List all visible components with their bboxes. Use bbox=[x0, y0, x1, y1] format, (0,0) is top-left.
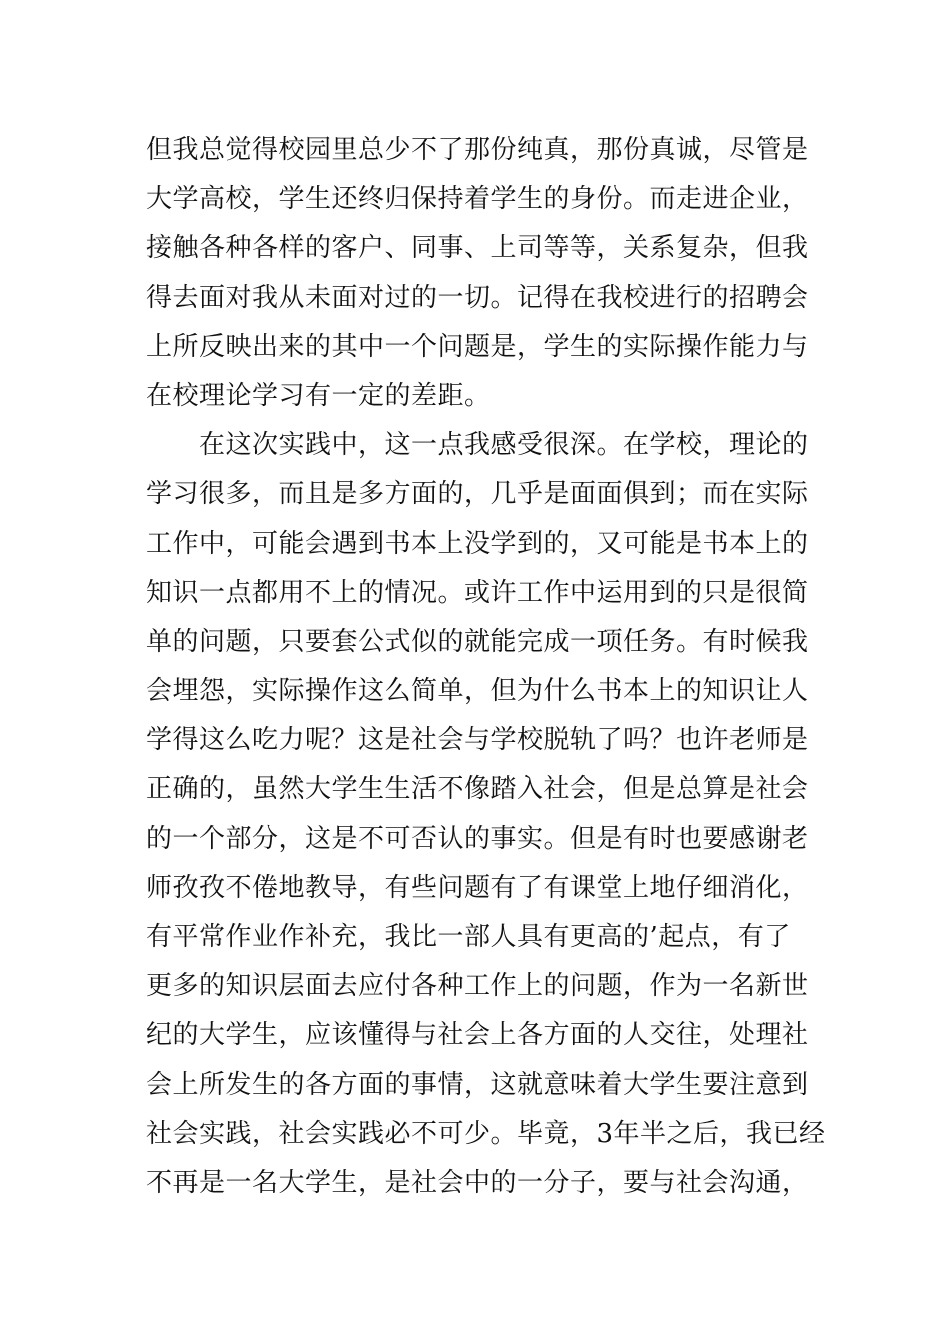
text-line: 学得这么吃力呢？这是社会与学校脱轨了吗？也许老师是 bbox=[146, 725, 809, 756]
text-line: 但我总觉得校园里总少不了那份纯真，那份真诚，尽管是 bbox=[146, 135, 809, 165]
text-line: 不再是一名大学生，是社会中的一分子，要与社会沟通， bbox=[146, 1167, 809, 1198]
text-line: 的一个部分，这是不可否认的事实。但是有时也要感谢老 bbox=[146, 823, 809, 854]
text-line: 师孜孜不倦地教导，有些问题有了有课堂上地仔细消化， bbox=[146, 872, 809, 903]
text-line: 知识一点都用不上的情况。或许工作中运用到的只是很简 bbox=[146, 577, 809, 608]
text-line: 接触各种各样的客户、同事、上司等等，关系复杂，但我 bbox=[146, 233, 809, 264]
text-line: 会埋怨，实际操作这么简单，但为什么书本上的知识让人 bbox=[146, 676, 809, 707]
text-line: 工作中，可能会遇到书本上没学到的，又可能是书本上的 bbox=[146, 528, 809, 559]
text-line: 学习很多，而且是多方面的，几乎是面面俱到；而在实际 bbox=[146, 479, 809, 510]
text-line: 会上所发生的各方面的事情，这就意味着大学生要注意到 bbox=[146, 1069, 809, 1100]
text-line: 单的问题，只要套公式似的就能完成一项任务。有时候我 bbox=[146, 626, 809, 657]
body-text bbox=[146, 126, 826, 1208]
text-line: 正确的，虽然大学生生活不像踏入社会，但是总算是社会 bbox=[146, 774, 809, 805]
text-line: 纪的大学生，应该懂得与社会上各方面的人交往，处理社 bbox=[146, 1020, 809, 1051]
text-line: 更多的知识层面去应付各种工作上的问题，作为一名新世 bbox=[146, 971, 809, 1002]
text-line: 在这次实践中，这一点我感受很深。在学校，理论的 bbox=[146, 430, 809, 461]
text-line: 社会实践，社会实践必不可少。毕竟，3年半之后，我已经 bbox=[146, 1118, 826, 1149]
text-line: 得去面对我从未面对过的一切。记得在我校进行的招聘会 bbox=[146, 282, 809, 313]
text-line: 有平常作业作补充，我比一部人具有更高的’起点，有了 bbox=[146, 922, 791, 952]
text-line: 大学高校，学生还终归保持着学生的身份。而走进企业， bbox=[146, 184, 809, 215]
text-line: 在校理论学习有一定的差距。 bbox=[146, 380, 491, 411]
text-line: 上所反映出来的其中一个问题是，学生的实际操作能力与 bbox=[146, 331, 809, 362]
